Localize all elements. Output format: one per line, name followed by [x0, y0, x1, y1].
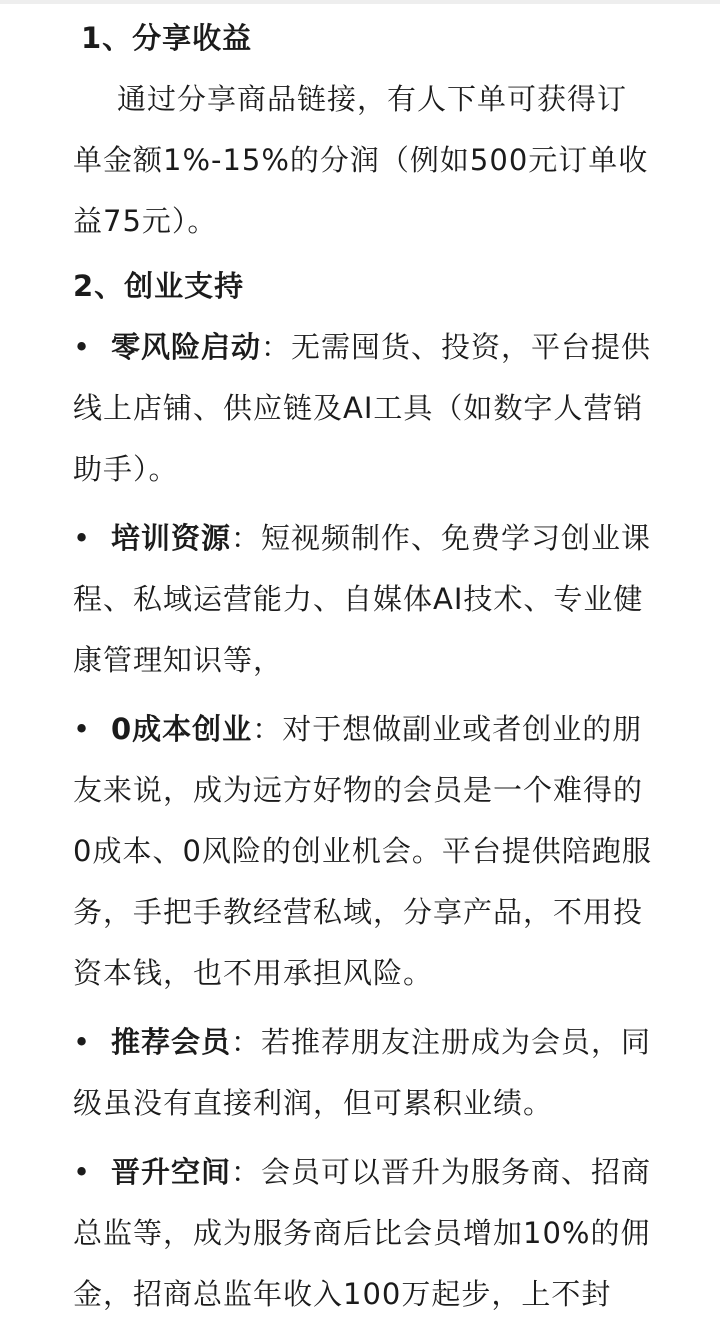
bullet-dot-icon: •	[73, 1025, 92, 1059]
section-heading-share-income: 1、分享收益	[81, 21, 253, 55]
section-heading-startup-support: 2、创业支持	[73, 269, 245, 303]
share-income-paragraph: 通过分享商品链接，有人下单可获得订单金额1%-15%的分润（例如500元订单收益75元）。	[73, 82, 649, 238]
bullet-text: ：无需囤货、投资，平台提供线上店铺、供应链及AI工具（如数字人营销助手）。	[73, 330, 652, 486]
list-item	[73, 1142, 653, 1325]
list-item	[73, 508, 653, 691]
article-body	[73, 8, 653, 1333]
support-list	[73, 317, 653, 1325]
bullet-dot-icon: •	[73, 521, 92, 555]
bullet-text: ：会员可以晋升为服务商、招商总监等，成为服务商后比会员增加10%的佣金，招商总监年收入100万起步，上不封	[73, 1155, 652, 1311]
bullet-title: 培训资源	[111, 521, 232, 555]
list-item	[73, 699, 653, 1004]
bullet-title: 零风险启动	[111, 330, 262, 364]
bullet-dot-icon: •	[73, 712, 92, 746]
bullet-text: ：对于想做副业或者创业的朋友来说，成为远方好物的会员是一个难得的0成本、0风险的创业机会。平台提供陪跑服务，手把手教经营私域，分享产品，不用投资本钱，也不用承担风险。	[73, 712, 652, 990]
bullet-title: 0成本创业	[111, 712, 253, 746]
bullet-text: ：若推荐朋友注册成为会员，同级虽没有直接利润，但可累积业绩。	[73, 1025, 652, 1120]
bullet-title: 推荐会员	[111, 1025, 232, 1059]
bullet-text: ：短视频制作、免费学习创业课程、私域运营能力、自媒体AI技术、专业健康管理知识等，	[73, 521, 652, 677]
list-item	[73, 317, 653, 500]
bullet-dot-icon: •	[73, 1155, 92, 1189]
bullet-title: 晋升空间	[111, 1155, 232, 1189]
list-item	[73, 1012, 653, 1134]
top-divider	[0, 0, 720, 4]
bullet-dot-icon: •	[73, 330, 92, 364]
